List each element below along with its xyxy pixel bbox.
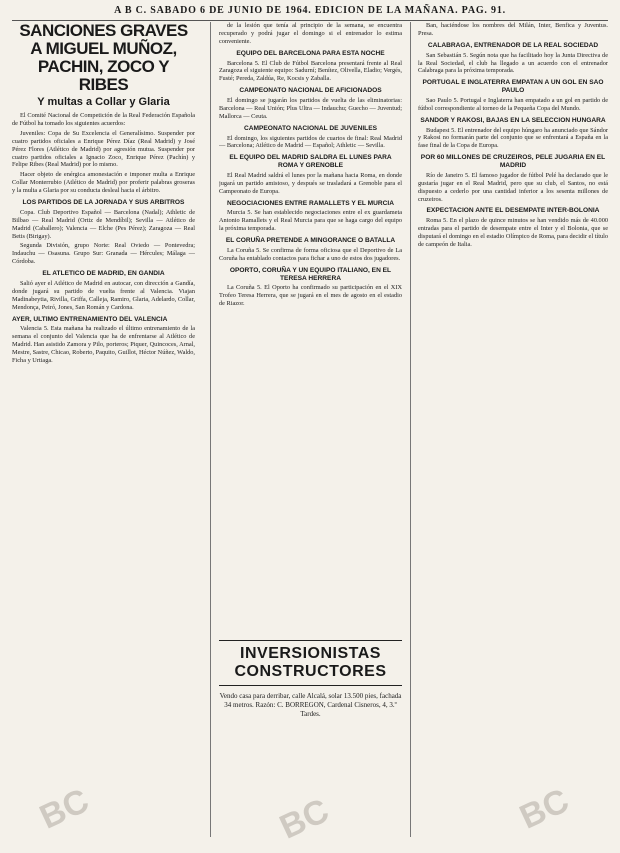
article-paragraph: Segunda División, grupo Norte: Real Oviedo — Pontevedra; Indauchu — Osasuna. Grupo Sur: Granada — Hércules; Málaga — Córdoba. xyxy=(12,242,195,266)
section-heading: EL ATLETICO DE MADRID, EN GANDIA xyxy=(42,270,165,278)
section-heading: NEGOCIACIONES ENTRE RAMALLETS Y EL MURCIA xyxy=(226,199,395,207)
article-paragraph: San Sebastián 5. Según nota que ha facilitado hoy la Junta Directiva de la Real Sociedad, el club ha llegado a un acuerdo con el entrenador Calabraga para la próxima temporada. xyxy=(418,51,608,75)
section-heading: POR 60 MILLONES DE CRUZEIROS, PELE JUGARIA EN EL MADRID xyxy=(420,154,606,170)
section-heading: SANDOR Y RAKOSI, BAJAS EN LA SELECCION HUNGARA xyxy=(420,116,606,124)
article-paragraph: Budapest 5. El entrenador del equipo húngaro ha anunciado que Sándor y Rakosi no formarán parte del conjunto que se enfrentará a España en la fase final de la Copa de Europa. xyxy=(418,126,608,150)
article-paragraph: Murcia 5. Se han establecido negociaciones entre el ex guardameta Antonio Ramallets y el Real Murcia para que se haga cargo del equipo la próxima temporada. xyxy=(219,209,402,233)
watermark-stamp: BC xyxy=(274,791,335,847)
article-paragraph: Río de Janeiro 5. El famoso jugador de fútbol Pelé ha declarado que le gustaría jugar en el Real Madrid, pero que su club, el Santos, no está dispuesto a cederlo por una cantidad inferior a los sesenta millones de cruzeiros. xyxy=(418,171,608,203)
section-heading: CAMPEONATO NACIONAL DE AFICIONADOS xyxy=(239,87,382,95)
watermark-stamp: BC xyxy=(514,781,575,837)
column-divider xyxy=(410,22,411,837)
article-paragraph: La Coruña 5. El Oporto ha confirmado su participación en el XIX Trofeo Teresa Herrera, que se jugará en el mes de agosto en el estadio de Riazor. xyxy=(219,284,402,308)
section-heading: CAMPEONATO NACIONAL DE JUVENILES xyxy=(244,124,377,132)
article-paragraph: Ban, haciéndose los nombres del Milán, Inter, Benfica y Juventus. Presa. xyxy=(418,22,608,37)
article-paragraph: Barcelona 5. El Club de Fútbol Barcelona presentará frente al Real Zaragoza el siguiente equipo: Sadurní; Benítez, Olivella, Eladio; Vergés, Fusté; Pereda, Zaldúa, Re, Kocsis y Zaballa. xyxy=(219,59,402,83)
article-paragraph: Salió ayer el Atlético de Madrid en autocar, con dirección a Gandía, donde jugará su partido de vuelta frente al Valencia. Viajan Madinabeytia, Rivilla, Griffa, Calleja, Ramiro, Glaria, Adelardo, Collar, Mendonça, Peiró, Jones, San Román y Cardona. xyxy=(12,280,195,311)
article-paragraph: Sao Paulo 5. Portugal e Inglaterra han empatado a un gol en partido de fútbol correspondiente al torneo de la Pequeña Copa del Mundo. xyxy=(418,96,608,112)
article-paragraph: Valencia 5. Esta mañana ha realizado el último entrenamiento de la semana el conjunto del Valencia que ha de enfrentarse al Atlético de Madrid. Han asistido Zamora y Pilo, porteros; Piquer, Quincoces, Arnal, Mestre, Sastre, Chicao, Roberto, Paquito, Guillot, Héctor Núñez, Waldo, Ficha y Urtiaga. xyxy=(12,325,195,365)
article-paragraph: Roma 5. En el plazo de quince minutos se han vendido más de 40.000 entradas para el partido de desempate entre el Inter y el Bolonia, que se disputará el domingo en el estadio Olímpico de Roma, para decidir el título de campeón de Italia. xyxy=(418,217,608,248)
article-paragraph: Juveniles: Copa de Su Excelencia el Generalísimo. Suspender por cuatro partidos oficiales a Enrique Pérez Díaz (Real Madrid) y José Pérez Flores (Atlético de Madrid) por agresión mutua. Suspender por cuatro partidos oficiales a Ignacio Zoco, Enrique Pérez (Pachín) y Felipe Ribes (Real Madrid) por lo mismo. xyxy=(12,129,195,169)
header-rule xyxy=(12,20,608,21)
column-divider xyxy=(210,22,211,837)
article-paragraph: La Coruña 5. Se confirma de forma oficiosa que el Deportivo de La Coruña ha entablado contactos para fichar a uno de estos dos jugadores. xyxy=(219,246,402,262)
section-heading: CALABRAGA, ENTRENADOR DE LA REAL SOCIEDAD xyxy=(427,41,599,49)
column-middle xyxy=(219,22,402,622)
article-paragraph: El Comité Nacional de Competición de la Real Federación Española de Fútbol ha tomado los siguientes acuerdos: xyxy=(12,112,195,127)
article-paragraph: Copa. Club Deportivo Español — Barcelona (Nadal); Athletic de Bilbao — Real Madrid (Ortiz de Mendíbil); Sevilla — Atlético de Madrid (Caballero); Valencia — Elche (Pes Pérez); Zaragoza — Real Betis (Birigay). xyxy=(12,208,195,240)
ad-title: INVERSIONISTAS CONSTRUCTORES xyxy=(219,640,402,686)
column-right xyxy=(418,22,608,847)
main-subheadline: Y multas a Collar y Glaria xyxy=(37,96,170,108)
section-heading: PORTUGAL E INGLATERRA EMPATAN A UN GOL EN SAO PAULO xyxy=(422,79,604,95)
section-heading: EXPECTACION ANTE EL DESEMPATE INTER-BOLONIA xyxy=(426,207,600,215)
section-heading: LOS PARTIDOS DE LA JORNADA Y SUS ARBITROS xyxy=(22,199,185,207)
section-heading: EL EQUIPO DEL MADRID SALDRA EL LUNES PARA ROMA Y GRENOBLE xyxy=(229,154,392,170)
section-heading: EQUIPO DEL BARCELONA PARA ESTA NOCHE xyxy=(236,49,385,57)
main-headline: SANCIONES GRAVES A MIGUEL MUÑOZ, PACHIN, ZOCO Y RIBES xyxy=(19,22,188,94)
article-paragraph: El domingo, los siguientes partidos de cuartos de final: Real Madrid — Barcelona; Atlético de Madrid — Español; Athletic — Sevilla. xyxy=(219,134,402,150)
section-heading: AYER, ULTIMO ENTRENAMIENTO DEL VALENCIA xyxy=(12,315,168,323)
column-left xyxy=(12,22,195,847)
article-paragraph: El Real Madrid saldrá el lunes por la mañana hacia Roma, en donde jugará un partido amistoso, y después se trasladará a Grenoble para el Campeonato de Europa. xyxy=(219,171,402,195)
watermark-stamp: BC xyxy=(34,781,95,837)
section-heading: EL CORUÑA PRETENDE A MINGORANCE O BATALLA xyxy=(225,237,396,245)
page-header: A B C. SABADO 6 DE JUNIO DE 1964. EDICION DE LA MAÑANA. PAG. 91. xyxy=(114,5,506,16)
article-paragraph: de la lesión que tenía al principio de la semana, se encuentra recuperado y podrá jugar el domingo si el entrenador lo estima conveniente. xyxy=(219,22,402,45)
section-heading: OPORTO, CORUÑA Y UN EQUIPO ITALIANO, EN EL TERESA HERRERA xyxy=(229,266,392,282)
article-paragraph: Hacer objeto de enérgica amonestación e imponer multa a Enrique Collar Monterrubio (Atlético de Madrid) por proferir palabras groseras y la multa a Glaria por su conducta desleal hacia el árbitro. xyxy=(12,171,195,195)
article-paragraph: El domingo se jugarán los partidos de vuelta de las eliminatorias: Barcelona — Real Unión; Plus Ultra — Indauchu; Guecho — Juventud; Mallorca — Ceuta. xyxy=(219,97,402,120)
ad-text: Vendo casa para derribar, calle Alcalá, solar 13.500 pies, fachada 34 metros. Razón: C. BORREGON, Cardenal Cisneros, 4, 3.º Tardes. xyxy=(219,692,402,718)
